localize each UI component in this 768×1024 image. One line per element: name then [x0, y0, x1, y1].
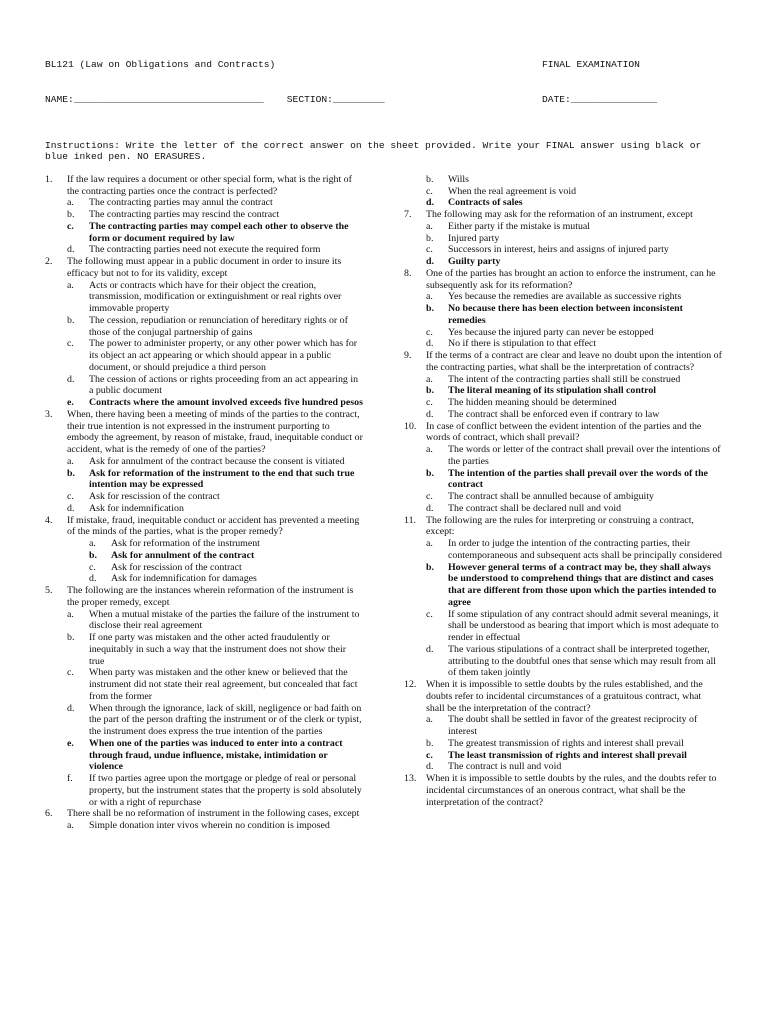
question-text: If the terms of a contract are clear and leave no doubt upon the intention of the contracting parties, what shall be the interpretation of contracts?	[426, 350, 722, 373]
option-c: c. The power to administer property, or any other power which has for its object an act appearing or which should appear in a public document, or should prejudice a third person	[67, 338, 358, 373]
option-b: b. Ask for annulment of the contract	[89, 549, 255, 561]
option-c: c. The least transmission of rights and interest shall prevail	[426, 749, 687, 761]
option-b: b. However general terms of a contract may be, they shall always be understood to comprehend things that are distinct and cases that are different from those upon which the parties intended to agree	[426, 561, 717, 608]
option-a: a. When a mutual mistake of the parties the failure of the instrument to disclose their real agreement	[67, 608, 360, 632]
question-12: 12. When it is impossible to settle doubts by the rules established, and the doubts refer to incidental circumstances of a gratuitous contract, what shall be the interpretation of the contract? a. The doubt shall be settled in favor of the greatest reciprocity of interest b. The greatest transmission of rights and interest shall prevail c. The least transmission of rights and interest shall prevail d. The contract is null and void	[404, 679, 722, 773]
option-c: c. Yes because the injured party can never be estopped	[426, 326, 654, 338]
option-b: b. The intention of the parties shall prevail over the words of the contract	[426, 467, 708, 491]
option-b: b. No because there has been election between inconsistent remedies	[426, 303, 683, 326]
exam-title: FINAL EXAMINATION	[542, 59, 640, 71]
option-a: a. The doubt shall be settled in favor of the greatest reciprocity of interest	[426, 714, 698, 738]
option-a: a. Simple donation inter vivos wherein no condition is imposed	[67, 820, 330, 832]
option-d: d. The cession of actions or rights proceeding from an act appearing in a public document	[67, 373, 359, 397]
question-text: The following are the rules for interpreting or construing a contract, except:	[426, 514, 694, 538]
left-column	[45, 174, 363, 832]
question-11: 11. The following are the rules for interpreting or construing a contract, except: a. In order to judge the intention of the contracting parties, their contemporaneous and subsequent acts shall be principally considered b. However general terms of a contract may be, they shall always be understood to comprehend things that are distinct and cases that are different from those upon which the parties intended to agree c. If some stipulation of any contract should admit several meanings, it shall be understood as bearing that import which is most adequate to render in effectual d. The various stipulations of a contract shall be interpreted together, attributing to the doubtful ones that sense which may result from all of them taken jointly	[404, 514, 722, 679]
option-b: b. The greatest transmission of rights and interest shall prevail	[426, 737, 684, 749]
option-a: a. The intent of the contracting parties shall still be construed	[426, 373, 681, 385]
question-6-continued	[404, 174, 722, 209]
option-e: e. Contracts where the amount involved exceeds five hundred pesos	[67, 397, 363, 409]
date-line: DATE:_______________	[542, 93, 658, 105]
question-5: 5. The following are the instances wherein reformation of the instrument is the proper remedy, except a. When a mutual mistake of the parties the failure of the instrument to disclose their real agreement b. If one party was mistaken and the other acted fraudulently or inequitably in such a way that the instrument does not show their true c. When party was mistaken and the other knew or believed that the instrument did not state their real agreement, but concealed that fact from the former d. When through the ignorance, lack of skill, negligence or bad faith on the part of the person drafting the instrument or of the clerk or typist, the instrument does express the true intention of the parties e. When one of the parties was induced to enter into a contract through fraud, undue influence, mistake, intimidation or violence f. If two parties agree upon the mortgage or pledge of real or personal property, but the instrument states that the property is sold absolutely or with a right of repurchase	[45, 585, 362, 808]
option-e: e. When one of the parties was induced to enter into a contract through fraud, undue influence, mistake, intimidation or violence	[67, 737, 343, 773]
option-d: d. The contract shall be declared null and void	[426, 502, 622, 514]
option-c: c. The contracting parties may compel each other to observe the form or document required by law	[67, 220, 349, 244]
option-b: b. The cession, repudiation or renunciation of hereditary rights or of those of the conjugal partnership of gains	[67, 314, 348, 338]
question-text: The following may ask for the reformation of an instrument, except	[426, 209, 693, 221]
option-c: c. The hidden meaning should be determined	[426, 397, 617, 409]
option-d: d. The contract is null and void	[426, 761, 562, 773]
option-d: d. Guilty party	[426, 256, 501, 268]
option-b: b. The contracting parties may rescind the contract	[67, 209, 280, 221]
option-d: d. When through the ignorance, lack of skill, negligence or bad faith on the part of the person drafting the instrument or of the clerk or typist, the instrument does express the true intention of the parties	[67, 702, 362, 738]
question-text: When, there having been a meeting of minds of the parties to the contract, their true intention is not expressed in the instrument purporting to embody the agreement, by reason of mistake, fraud, inequitable conduct or accident, what is the remedy of one of the parties?	[67, 408, 363, 456]
instructions: Instructions: Write the letter of the correct answer on the sheet provided. Write your FINAL answer using black or blue inked pen. NO ERASURES.	[45, 139, 702, 163]
option-b: b. Ask for reformation of the instrument to the end that such true intention may be expressed	[67, 467, 355, 491]
question-text: There shall be no reformation of instrument in the following cases, except	[67, 808, 360, 820]
option-c: c. When party was mistaken and the other knew or believed that the instrument did not state their real agreement, but concealed that fact from the former	[67, 667, 358, 702]
right-column	[404, 174, 722, 832]
question-8: 8. One of the parties has brought an action to enforce the instrument, can he subsequently ask for its reformation? a. Yes because the remedies are available as successive rights b. No because there has been election between inconsistent remedies c. Yes because the injured party can never be estopped d. No if there is stipulation to that effect	[404, 268, 722, 350]
option-a: a. Acts or contracts which have for their object the creation, transmission, modification or extinguishment or real rights over immovable property	[67, 279, 342, 315]
option-d: d. Ask for indemnification	[67, 502, 184, 514]
option-c: c. Successors in interest, heirs and assigns of injured party	[426, 244, 669, 256]
option-d: d. Ask for indemnification for damages	[89, 573, 257, 585]
option-d: d. No if there is stipulation to that effect	[426, 338, 597, 350]
question-1: 1. If the law requires a document or other special form, what is the right of the contracting parties once the contract is perfected? a. The contracting parties may annul the contract b. The contracting parties may rescind the contract c. The contracting parties may compel each other to observe the form or document required by law d. The contracting parties need not execute the required form	[45, 174, 363, 256]
exam-header	[45, 36, 722, 129]
option-a: a. The contracting parties may annul the contract	[67, 197, 273, 209]
option-a: a. Yes because the remedies are available as successive rights	[426, 291, 682, 303]
option-b: b. Injured party	[426, 232, 500, 244]
question-text: In case of conflict between the evident intention of the parties and the words of contract, which shall prevail?	[426, 420, 702, 444]
option-d: d. The contracting parties need not execute the required form	[67, 244, 321, 256]
option-d: d. The various stipulations of a contract shall be interpreted together, attributing to the doubtful ones that sense which may result from all of them taken jointly	[426, 643, 716, 679]
question-3: 3. When, there having been a meeting of minds of the parties to the contract, their true intention is not expressed in the instrument purporting to embody the agreement, by reason of mistake, fraud, inequitable conduct or accident, what is the remedy of one of the parties? a. Ask for annulment of the contract because the consent is vitiated b. Ask for reformation of the instrument to the end that such true intention may be expressed c. Ask for rescission of the contract d. Ask for indemnification	[45, 408, 363, 514]
option-a: a. In order to judge the intention of the contracting parties, their contemporaneous and subsequent acts shall be principally considered	[426, 538, 722, 561]
option-a: a. The words or letter of the contract shall prevail over the intentions of the parties	[426, 444, 721, 467]
option-d: d. Contracts of sales	[426, 197, 523, 209]
option-b: b. The literal meaning of its stipulation shall control	[426, 385, 657, 397]
option-c: c. The contract shall be annulled because of ambiguity	[426, 491, 654, 503]
question-text: One of the parties has brought an action to enforce the instrument, can he subsequently ask for its reformation?	[426, 267, 716, 291]
option-a: a. Ask for reformation of the instrument	[89, 538, 260, 550]
question-text: The following are the instances wherein reformation of the instrument is the proper remedy, except	[67, 585, 354, 608]
option-a: a. Ask for annulment of the contract because the consent is vitiated	[67, 455, 345, 467]
question-text: If mistake, fraud, inequitable conduct or accident has prevented a meeting of the minds of the parties, what is the proper remedy?	[67, 514, 360, 538]
course-title: BL121 (Law on Obligations and Contracts)	[45, 59, 276, 71]
question-text: The following must appear in a public document in order to insure its efficacy but not to for its validity, except	[67, 256, 342, 279]
question-9: 9. If the terms of a contract are clear and leave no doubt upon the intention of the contracting parties, what shall be the interpretation of contracts? a. The intent of the contracting parties shall still be construed b. The literal meaning of its stipulation shall control c. The hidden meaning should be determined d. The contract shall be enforced even if contrary to law	[404, 350, 722, 420]
option-c: c. Ask for rescission of the contract	[67, 491, 220, 503]
question-7: 7. The following may ask for the reformation of an instrument, except a. Either party if the mistake is mutual b. Injured party c. Successors in interest, heirs and assigns of injured party d. Guilty party	[404, 209, 722, 268]
question-2: 2. The following must appear in a public document in order to insure its efficacy but not to for its validity, except a. Acts or contracts which have for their object the creation, transmission, modification or extinguishment or real rights over immovable property b. The cession, repudiation or renunciation of hereditary rights or of those of the conjugal partnership of gains c. The power to administer property, or any other power which has for its object an act appearing or which should appear in a public document, or should prejudice a third person d. The cession of actions or rights proceeding from an act appearing in a public document e. Contracts where the amount involved exceeds five hundred pesos	[45, 256, 363, 409]
option-f: f. If two parties agree upon the mortgage or pledge of real or personal property, but the instrument states that the property is sold absolutely or with a right of repurchase	[67, 773, 362, 808]
question-13: 13. When it is impossible to settle doubts by the rules, and the doubts refer to incidental circumstances of an onerous contract, what shall be the interpretation of the contract?	[404, 773, 722, 808]
option-a: a. Either party if the mistake is mutual	[426, 220, 591, 232]
option-c: c. When the real agreement is void	[426, 185, 577, 197]
question-10: 10. In case of conflict between the evident intention of the parties and the words of contract, which shall prevail? a. The words or letter of the contract shall prevail over the intentions of the parties b. The intention of the parties shall prevail over the words of the contract c. The contract shall be annulled because of ambiguity d. The contract shall be declared null and void	[404, 420, 721, 514]
question-text: When it is impossible to settle doubts by the rules established, and the doubts refer to incidental circumstances of a gratuitous contract, what shall be the interpretation of the contract?	[426, 679, 703, 714]
option-d: d. The contract shall be enforced even if contrary to law	[426, 408, 660, 420]
question-6: 6. There shall be no reformation of instrument in the following cases, except a. Simple donation inter vivos wherein no condition is imposed	[45, 808, 363, 832]
name-section-line: NAME:_________________________________ SECTION:_________	[45, 93, 385, 105]
question-4: 4. If mistake, fraud, inequitable conduct or accident has prevented a meeting of the minds of the parties, what is the proper remedy? a. Ask for reformation of the instrument b. Ask for annulment of the contract c. Ask for rescission of the contract d. Ask for indemnification for damages	[45, 515, 363, 586]
option-b: b. Wills	[426, 173, 469, 185]
option-c: c. If some stipulation of any contract should admit several meanings, it shall be understood as bearing that import which is most adequate to render in effectual	[426, 608, 719, 644]
question-text: If the law requires a document or other special form, what is the right of the contracting parties once the contract is perfected?	[67, 173, 352, 197]
question-text: When it is impossible to settle doubts by the rules, and the doubts refer to incidental circumstances of an onerous contract, what shall be the interpretation of the contract?	[426, 773, 717, 808]
option-b: b. If one party was mistaken and the other acted fraudulently or inequitably in such a way that the instrument does not show their true	[67, 632, 346, 667]
option-c: c. Ask for rescission of the contract	[89, 561, 242, 573]
